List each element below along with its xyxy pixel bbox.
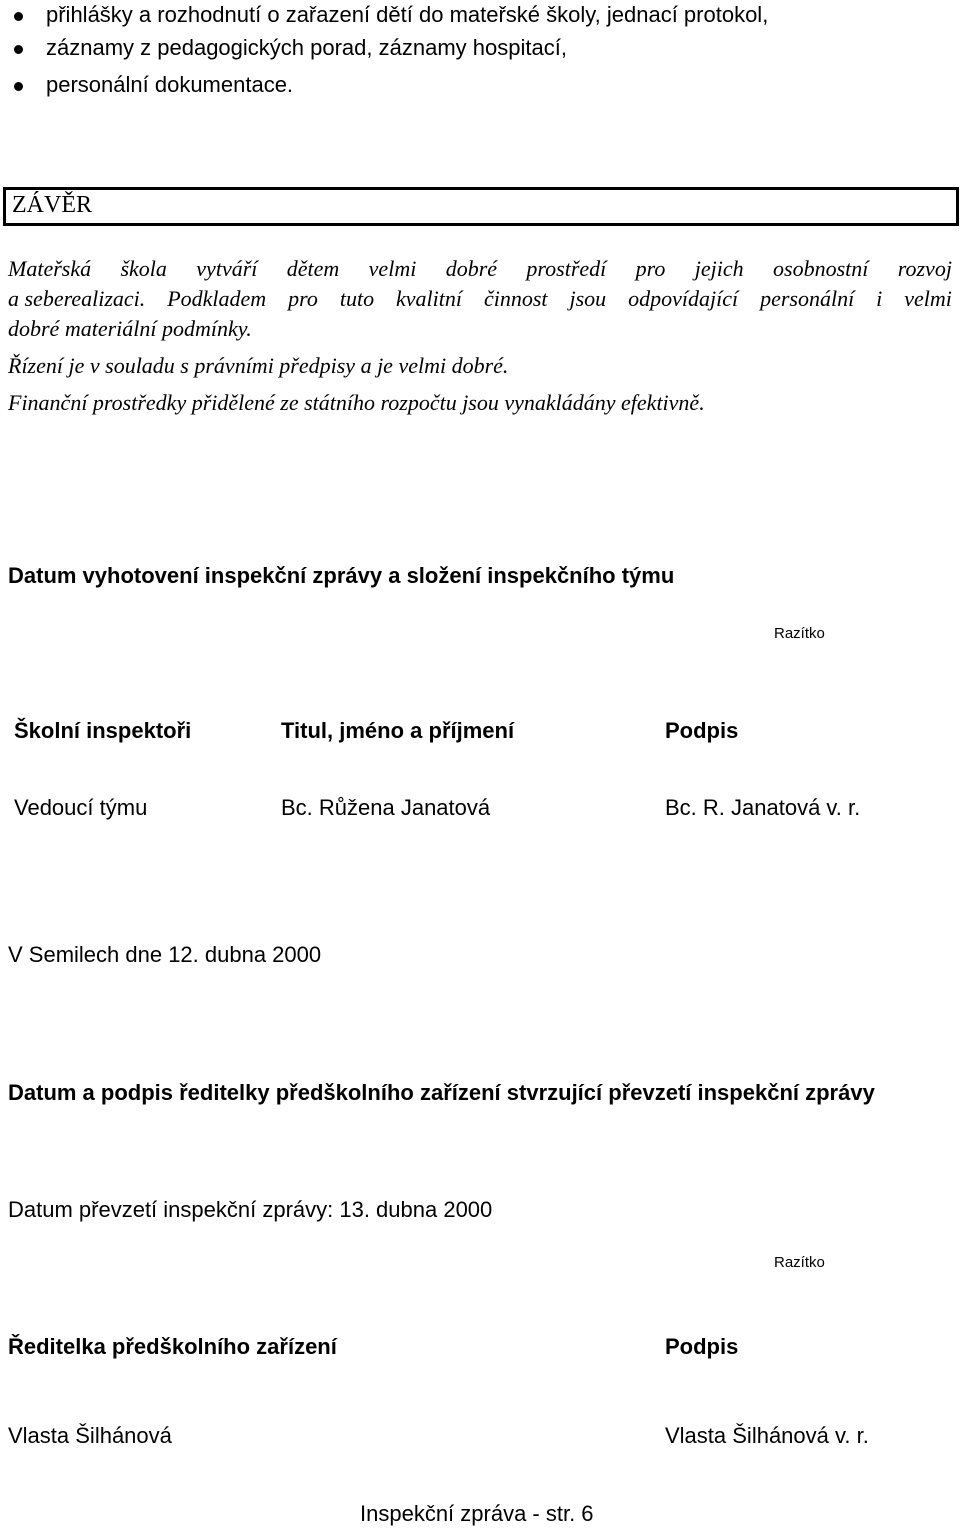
director-heading: Datum a podpis ředitelky předškolního zařízení stvrzující převzetí inspekční zprávy <box>8 1080 875 1105</box>
word: velmi <box>904 286 952 311</box>
bullet-dot <box>14 82 23 91</box>
section-title-box <box>3 187 959 226</box>
col-signature: Podpis <box>665 718 739 743</box>
bullet-dot <box>14 45 23 54</box>
word: velmi <box>368 256 417 281</box>
team-heading: Datum vyhotovení inspekční zprávy a složení inspekčního týmu <box>8 563 675 588</box>
word: i <box>876 286 883 311</box>
word: odpovídající <box>628 286 739 311</box>
word: prostředí <box>526 256 607 281</box>
conclusion-line-2 <box>8 286 952 312</box>
director-signature: Vlasta Šilhánová v. r. <box>665 1423 869 1448</box>
word: činnost <box>483 286 548 311</box>
place-date: V Semilech dne 12. dubna 2000 <box>8 942 322 967</box>
col-name: Titul, jméno a příjmení <box>281 718 515 743</box>
team-role: Vedoucí týmu <box>14 795 148 820</box>
col-director-signature: Podpis <box>665 1334 739 1359</box>
col-director: Ředitelka předškolního zařízení <box>8 1334 337 1359</box>
word: jejich <box>694 256 744 281</box>
bullet-item: přihlášky a rozhodnutí o zařazení dětí do mateřské školy, jednací protokol, <box>46 2 769 27</box>
section-title: ZÁVĚR <box>12 192 92 218</box>
word: pro <box>635 256 666 281</box>
bullet-dot <box>14 12 23 21</box>
word: personální <box>760 286 855 311</box>
bullet-item: záznamy z pedagogických porad, záznamy hospitací, <box>46 35 567 60</box>
col-inspectors: Školní inspektoři <box>14 718 192 743</box>
conclusion-line-4: Řízení je v souladu s právními předpisy a je velmi dobré. <box>8 353 509 378</box>
team-member-name: Bc. Růžena Janatová <box>281 795 491 820</box>
received-date: Datum převzetí inspekční zprávy: 13. dubna 2000 <box>8 1197 493 1222</box>
team-member-signature: Bc. R. Janatová v. r. <box>665 795 861 820</box>
page-footer: Inspekční zpráva - str. 6 <box>360 1501 594 1526</box>
word: pro <box>288 286 318 311</box>
word: osobnostní <box>773 256 869 281</box>
conclusion-line-5: Finanční prostředky přidělené ze státního rozpočtu jsou vynakládány efektivně. <box>8 390 705 415</box>
word: škola <box>120 256 167 281</box>
word: tuto <box>339 286 375 311</box>
word: Podkladem <box>167 286 267 311</box>
conclusion-line-3: dobré materiální podmínky. <box>8 316 252 341</box>
word: a seberealizaci. <box>8 286 146 311</box>
conclusion-line-1 <box>8 256 952 282</box>
word: vytváří <box>196 256 258 281</box>
word: dobré <box>445 256 498 281</box>
word: Mateřská <box>8 256 92 281</box>
word: jsou <box>569 286 607 311</box>
bullet-item: personální dokumentace. <box>46 72 294 97</box>
director-stamp-label: Razítko <box>774 1254 825 1271</box>
stamp-label: Razítko <box>774 625 825 642</box>
director-name: Vlasta Šilhánová <box>8 1423 172 1448</box>
word: dětem <box>286 256 340 281</box>
word: kvalitní <box>396 286 463 311</box>
word: rozvoj <box>897 256 952 281</box>
